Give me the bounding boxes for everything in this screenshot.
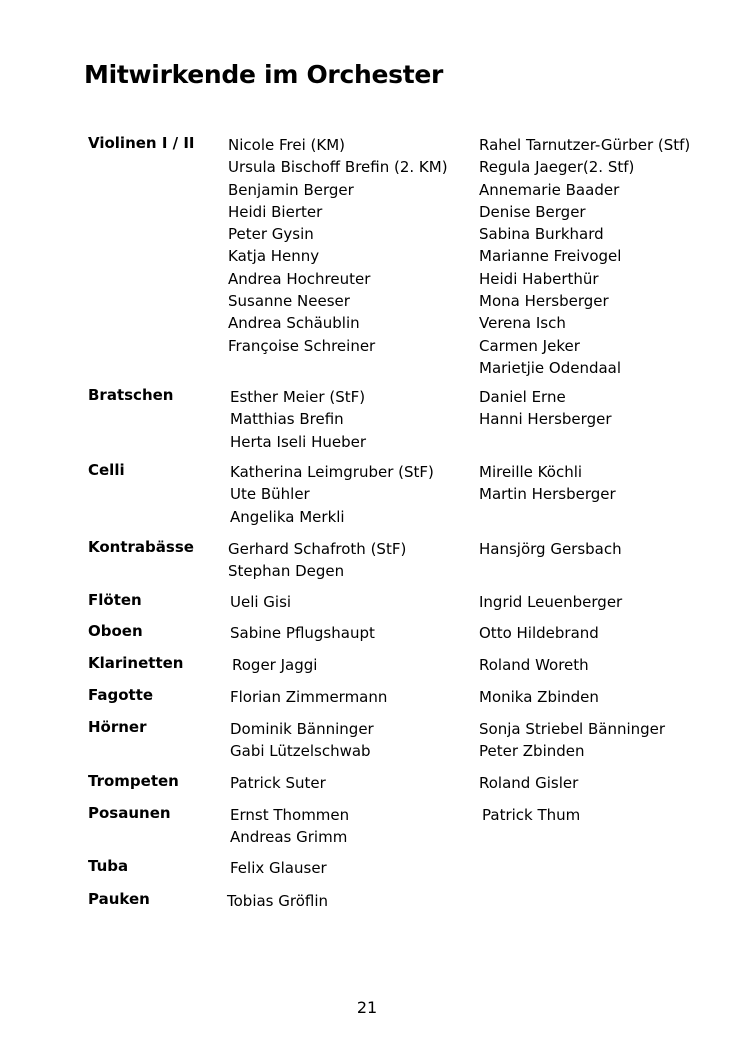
section-label: Celli <box>88 461 125 479</box>
section-col2 <box>479 772 578 794</box>
section-col2 <box>479 134 690 379</box>
section-col2 <box>479 718 665 763</box>
section-label: Posaunen <box>88 804 171 822</box>
section-col1 <box>227 890 328 912</box>
section-col2 <box>479 686 599 708</box>
member-name: Susanne Neeser <box>228 292 350 311</box>
section-label: Violinen I / II <box>88 134 195 152</box>
section-col1 <box>230 718 374 763</box>
member-name: Mona Hersberger <box>479 292 609 311</box>
member-name: Roger Jaggi <box>232 656 318 674</box>
member-name: Monika Zbinden <box>479 688 599 706</box>
page-number: 21 <box>356 998 378 1017</box>
member-name: Ute Bühler <box>230 485 310 504</box>
member-name: Marianne Freivogel <box>479 247 622 266</box>
member-name: Denise Berger <box>479 202 586 221</box>
member-name: Patrick Suter <box>230 774 326 792</box>
member-name: Ursula Bischoff Brefin (2. KM) <box>228 158 448 177</box>
member-name: Dominik Bänninger <box>230 720 374 738</box>
member-name: Herta Iseli Hueber <box>230 432 367 451</box>
member-name: Peter Zbinden <box>479 742 585 761</box>
section-label: Tuba <box>88 857 129 875</box>
member-name: Andrea Hochreuter <box>228 269 371 288</box>
member-name: Carmen Jeker <box>479 336 580 355</box>
member-name: Hanni Hersberger <box>479 410 612 429</box>
section-col1 <box>230 804 349 849</box>
member-name: Benjamin Berger <box>228 180 354 199</box>
section-label: Flöten <box>88 591 142 609</box>
member-name: Heidi Bierter <box>228 202 323 221</box>
member-name: Gerhard Schafroth (StF) <box>228 540 407 558</box>
section-col1 <box>230 386 366 453</box>
member-name: Sabina Burkhard <box>479 225 604 244</box>
member-name: Verena Isch <box>479 314 566 333</box>
section-col2 <box>479 622 599 644</box>
section-label: Klarinetten <box>88 654 184 672</box>
member-name: Otto Hildebrand <box>479 624 599 642</box>
member-name: Ueli Gisi <box>230 593 292 611</box>
member-name: Sabine Pflugshaupt <box>230 624 375 642</box>
member-name: Rahel Tarnutzer-Gürber (Stf) <box>479 136 691 154</box>
section-col2 <box>479 386 611 431</box>
member-name: Roland Gisler <box>479 774 579 792</box>
member-name: Martin Hersberger <box>479 485 616 504</box>
member-name: Stephan Degen <box>228 562 345 581</box>
member-name: Patrick Thum <box>482 806 581 824</box>
member-name: Gabi Lützelschwab <box>230 742 371 761</box>
section-col2 <box>479 591 622 613</box>
section-col1 <box>230 461 434 528</box>
section-label: Oboen <box>88 622 143 640</box>
member-name: Sonja Striebel Bänninger <box>479 720 666 738</box>
section-col1 <box>230 686 387 708</box>
section-label: Fagotte <box>88 686 154 704</box>
section-col1 <box>230 772 326 794</box>
section-col1 <box>232 654 317 676</box>
member-name: Roland Woreth <box>479 656 589 674</box>
section-col2 <box>479 461 616 506</box>
member-name: Ingrid Leuenberger <box>479 593 623 611</box>
member-name: Annemarie Baader <box>479 180 620 199</box>
member-name: Andrea Schäublin <box>228 314 360 333</box>
member-name: Peter Gysin <box>228 225 314 244</box>
page-title: Mitwirkende im Orchester <box>84 60 444 89</box>
member-name: Andreas Grimm <box>230 828 348 847</box>
member-name: Heidi Haberthür <box>479 269 599 288</box>
member-name: Katherina Leimgruber (StF) <box>230 463 434 481</box>
member-name: Ernst Thommen <box>230 806 350 824</box>
member-name: Esther Meier (StF) <box>230 388 366 406</box>
member-name: Françoise Schreiner <box>228 336 376 355</box>
member-name: Angelika Merkli <box>230 507 345 526</box>
section-label: Hörner <box>88 718 147 736</box>
section-label: Pauken <box>88 890 150 908</box>
section-label: Trompeten <box>88 772 179 790</box>
section-col1 <box>230 622 375 644</box>
member-name: Regula Jaeger(2. Stf) <box>479 158 635 177</box>
member-name: Mireille Köchli <box>479 463 583 481</box>
member-name: Matthias Brefin <box>230 410 344 429</box>
section-col1 <box>228 134 448 357</box>
section-col1 <box>230 591 291 613</box>
member-name: Hansjörg Gersbach <box>479 540 622 558</box>
member-name: Florian Zimmermann <box>230 688 388 706</box>
section-col2 <box>482 804 580 826</box>
member-name: Daniel Erne <box>479 388 566 406</box>
section-label: Kontrabässe <box>88 538 194 556</box>
section-col2 <box>479 538 622 560</box>
member-name: Marietjie Odendaal <box>479 358 622 377</box>
section-col1 <box>230 857 327 879</box>
member-name: Nicole Frei (KM) <box>228 136 345 154</box>
member-name: Katja Henny <box>228 247 320 266</box>
member-name: Felix Glauser <box>230 859 327 877</box>
member-name: Tobias Gröflin <box>227 892 329 910</box>
section-col2 <box>479 654 589 676</box>
section-col1 <box>228 538 406 583</box>
section-label: Bratschen <box>88 386 174 404</box>
